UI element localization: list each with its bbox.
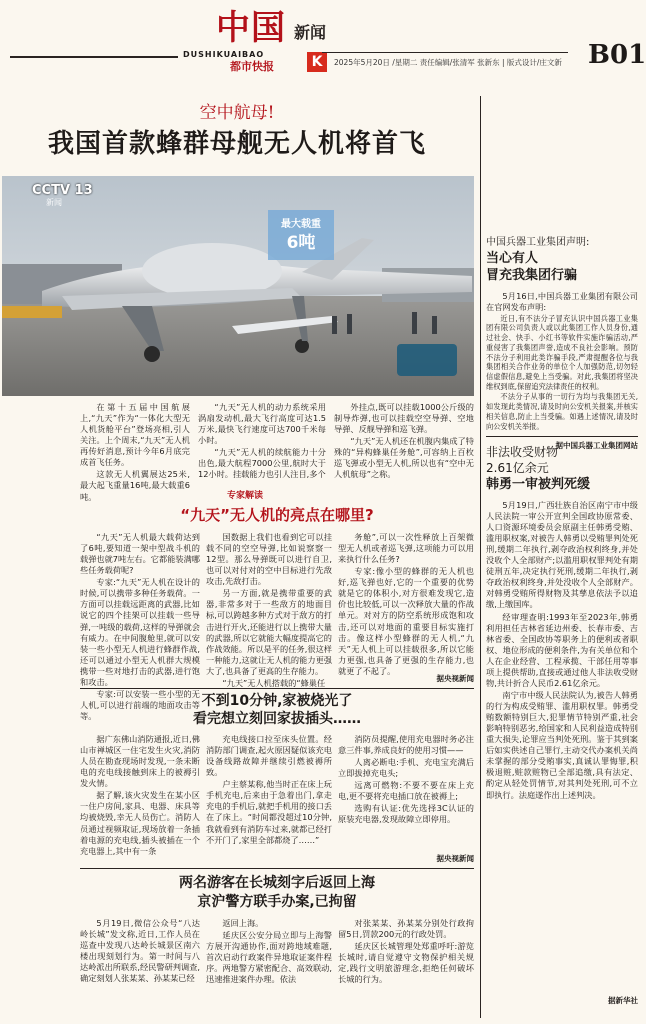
sidebar-story-2	[486, 444, 638, 1006]
paragraph: “九天”无人机搭载的“蜂巢任	[222, 677, 326, 688]
masthead-brand: 都市快报	[230, 60, 274, 73]
paragraph: 5月16日,中国兵器工业集团有限公司在官网发布声明:	[486, 290, 638, 312]
side2-intro-1: 非法收受财物	[486, 445, 559, 459]
side2-body	[486, 500, 638, 996]
paragraph: 选购有认证:优先选择3C认证的原装充电器,发现故障立即停用。	[338, 803, 474, 825]
wall-column-2	[206, 918, 332, 1018]
divider	[486, 436, 638, 437]
side2-headline: 韩勇一审被判死缓	[486, 477, 591, 493]
paragraph: 外挂点,既可以挂载1000公斤级的制导炸弹,也可以挂载空空导弹、空地导弹、反舰导弹和巡飞弹。	[334, 402, 474, 435]
lead-credit: 据央视新闻	[436, 674, 474, 683]
fire-column-3	[338, 734, 474, 852]
expert-column-2	[206, 532, 332, 688]
paragraph: 国数据上我们也看到它可以挂载不同的空空导弹,比如说察察一12型。那么导弹既可以进行自卫,也可以对付对的空中目标进行先敌攻击,先敌打击。	[206, 532, 332, 587]
paragraph: 专家:像小型的蜂群的无人机也好,巡飞弹也好,它的一个重要的优势就是它的体积小,对方很难发现它,造价也比较低,可以一次释放大量的作战单元。对对方的防空系统形成饱和攻击,还可以对地面的重要目标实施打击。像这样小型蜂群的无人机,“九天”无人机上可以挂载很多,所以它能力更强,也具备了更强的生存能力,也就更了不起了。	[338, 566, 474, 676]
expert-column-1	[80, 532, 200, 721]
lead-photo	[2, 176, 474, 396]
paragraph: “九天”无人机最大载荷达到了6吨,要知道一架中型战斗机的载弹也就7吨左右。它都能装满哪些任务载荷呢?	[80, 532, 200, 576]
paragraph: 远离可燃物:不要不要在床上充电,更不要将充电插口放在被褥上;	[338, 780, 474, 802]
photo-overlay-caption	[268, 210, 334, 260]
paragraph: 另一方面,就是携带重要的武器,非常多对于一些敌方的地面目标,可以跨越多种方式对于敌方的打击进行开火,还能进行以上携带大量的武器,所以它就能大幅度提高它的作战效能。所以是平的任务,很这样一种能力,这就让无人机的能力更强大了,也具备了更高的生存能力。	[206, 588, 332, 676]
paragraph: 南宁市中级人民法院认为,被告人韩勇的行为构成受贿罪、滥用职权罪。韩勇受贿数额特别巨大,犯罪情节特别严重,社会影响特别恶劣,给国家和人民利益造成特别重大损失,论罪应当判处死刑。鉴于其到案后如实供述自己罪行,主动交代办案机关尚未掌握的部分受贿事实,真诚认罪悔罪,积极退赃,赃款赃物已全部追缴,具有法定、酌定从轻处罚情节,对其判处死刑,可不立即执行。法庭遂作出上述判决。	[486, 689, 638, 800]
paragraph: “九天”无人机的续航能力十分出色,最大航程7000公里,航时大于12小时。挂载能力也引人注目,多个	[198, 447, 326, 480]
sidebar-story-1	[486, 236, 638, 451]
paragraph: 专家:可以安装一些小型的无人机,可以进行前端的地面攻击等等。	[80, 688, 200, 721]
paragraph: “九天”无人机的动力系统采用涡扇发动机,最大飞行高度可达1.5万米,最快飞行速度可达700千米每小时。	[198, 402, 326, 446]
fire-column-2	[206, 734, 332, 864]
masthead-pinyin: DUSHIKUAIBAO	[183, 50, 265, 59]
wall-column-3	[338, 918, 474, 1018]
masthead-title: 中国	[216, 8, 286, 48]
paragraph: 返回上海。	[222, 918, 264, 928]
paragraph: 不法分子从事的一切行为均与我集团无关,如发现此类情况,请及时向公安机关报案,并核实相关信息,防止上当受骗。如遇上述情况,请及时向公安机关举报。	[486, 392, 638, 431]
expert-column-3	[338, 532, 474, 676]
lead-column-1	[80, 402, 190, 504]
tv-channel-sub: 新闻	[46, 198, 62, 207]
paragraph: 对张某某、孙某某分别处行政拘留5日,罚款200元的行政处罚。	[338, 918, 474, 940]
fire-headline-1: 不到10分钟,家被烧光了	[201, 693, 353, 709]
paragraph: 5月19日,广西壮族自治区南宁市中级人民法院一审公开宣判全国政协原常委、人口资源环境委员会原副主任韩勇受贿、滥用职权案,对被告人韩勇以受贿罪判处死刑,缓期二年执行,剥夺政治权利终身,并处没收个人全部财产;以滥用职权罪判处有期徒刑五年,决定执行死刑,缓期二年执行,剥夺政治权利终身,并处没收个人全部财产。对韩勇受贿所得财物及其孳息依法予以追缴,上缴国库。	[486, 499, 638, 610]
lead-kicker: 空中航母!	[199, 103, 275, 123]
side1-credit: 据中国兵器工业集团网站	[555, 440, 638, 450]
masthead-subtitle: 新闻	[294, 23, 327, 42]
wall-column-1	[80, 918, 200, 1018]
date-editor-line: 2025年5月20日 /星期二 责任编辑/张清军 张新东 | 版式设计/庄文新	[334, 58, 562, 67]
paragraph: 据广东佛山消防通报,近日,佛山市禅城区一住宅发生火灾,消防人员在勘查现场时发现,一条未断电的充电线接触到床上的被褥引发火情。	[80, 734, 200, 789]
paragraph: 延庆区长城管理处郑重呼吁:游览长城时,请自觉遵守文物保护相关规定,践行文明旅游理念,拒绝任何破坏长城的行为。	[338, 941, 474, 985]
divider	[80, 688, 474, 689]
side2-intro-2: 2.61亿余元	[486, 461, 549, 476]
lead-column-3	[334, 402, 474, 481]
expert-tag: 专家解读	[226, 491, 263, 501]
wall-headline-1: 两名游客在长城刻字后返回上海	[179, 875, 375, 891]
lead-headline: 我国首款蜂群母舰无人机将首飞	[47, 129, 426, 159]
side1-intro: 中国兵器工业集团声明:	[486, 237, 590, 248]
paragraph: 人离必断电:手机、充电宝充满后立即拔掉充电头;	[338, 757, 474, 779]
paragraph: 近日,有不法分子冒充认识中国兵器工业集团有限公司负责人或以此集团工作人员身份,通过社会、快手、小红书等软件实施诈骗活动,严重侵害了我集团声誉,造成不良社会影响。预防不法分子利用此类诈骗手段,严肃提醒各位与我集团相关合作业务的单位个人加强防范,切勿轻信虚假信息,避免上当受骗。对此,我集团将坚决维权到底,保留追究法律责任的权利。	[486, 313, 638, 391]
paragraph: 延庆区公安分局立即与上海警方展开沟通协作,面对跨地域难题,首次启动行政案件异地取证案件程序。两地警方紧密配合、高效联动,迅速推进案件办理。依法	[206, 930, 332, 985]
masthead-rule	[10, 56, 178, 58]
paragraph: 经审理查明:1993年至2023年,韩勇利用担任吉林省延边州委、长春市委、吉林省委、全国政协等职务上的便利或者职权、地位形成的便利条件,为有关单位和个人在企业经营、工程承揽、干部任用等事项上提供帮助,直接或通过他人非法收受财物,共计折合人民币2.61亿余元。	[486, 611, 638, 688]
wall-headline-2: 京沪警方联手办案,已拘留	[197, 894, 357, 910]
fire-headline-2: 看完想立刻回家拔插头……	[193, 711, 361, 727]
drone-photo-illustration	[2, 176, 474, 396]
paragraph: 消防员提醒,使用充电器时务必注意三件事,养成良好的使用习惯——	[338, 734, 474, 756]
tv-channel-logo: CCTV 13	[32, 183, 93, 198]
column-rule	[480, 96, 481, 1018]
fire-credit: 据央视新闻	[436, 854, 474, 863]
side1-headline-1: 当心有人	[486, 250, 539, 266]
paragraph: 户主蔡某称,他当时正在床上玩手机充电,后来由于急着出门,拿走充电的手机后,就把手机用的接口丢在了床上。“时间都没超过10分钟,我就看到有消防车过来,就都已经打不开门了,家里全部都烧了……”	[206, 779, 332, 845]
masthead	[0, 0, 644, 84]
brand-logo-icon: K	[307, 52, 327, 72]
page-number: B01	[588, 40, 646, 70]
expert-subhead: “九天”无人机的亮点在哪里?	[180, 506, 374, 524]
paragraph: 5月19日,微信公众号“八达岭长城”发文称,近日,工作人员在巡查中发现八达岭长城景区南六楼出现刻划行为。第一时间与八达岭派出所联系,经民警研判调查,确定刻划人张某某、孙某某已经	[80, 918, 200, 984]
side1-body	[486, 291, 638, 441]
paragraph: 充电线接口拉至床头位置。经消防部门调查,起火原因疑似该充电设备线路故障并继续引燃被褥所致。	[206, 734, 332, 778]
paragraph: “九天”无人机还在机腹内集成了特殊的“异构蜂巢任务舱”,可容纳上百枚巡飞弹或小型无人机,所以也有“空中无人机航母”之称。	[334, 436, 474, 480]
lead-column-2	[198, 402, 326, 481]
paragraph: 务舱”,可以一次性释放上百架微型无人机或者巡飞弹,这项能力可以用来执行什么任务?	[338, 532, 474, 565]
overlay-line1: 最大载重	[281, 219, 321, 230]
side1-headline-2: 冒充我集团行骗	[486, 268, 578, 284]
paragraph: 专家:“九天”无人机在设计的时候,可以携带多种任务载荷。一方面可以挂载远距离的武器,比如说它的四个挂架可以挂载一些导弹,一吨级的载荷,这样的导弹就会有威力。在中间腹舱里,就可以安装一些小型无人机进行蜂群作战,还可以通过小型无人机群大规模携带一些对地打击的武器,进行饱和攻击。	[80, 577, 200, 687]
paragraph: 这款无人机翼展达25米,最大起飞重量16吨,最大载重6吨。	[80, 469, 190, 502]
side2-credit: 据新华社	[608, 995, 638, 1005]
overlay-line2: 6吨	[286, 232, 316, 253]
masthead-rule-right	[322, 52, 568, 53]
fire-column-1	[80, 734, 200, 864]
paragraph: 在第十五届中国航展上,“九天”作为“一体化大型无人机货舱平台”登场亮相,引人关注。上个周末,“九天”无人机再传好消息,预计今年6月底完成首飞任务。	[80, 402, 190, 468]
paragraph: 据了解,该火灾发生在某小区一住户房间,家具、电器、床具等均被烧毁,幸无人员伤亡。消防人员通过视频取证,现场放着一条插着电源的充电线,插头被插在一个充电器上,其中有一条	[80, 790, 200, 856]
divider	[80, 868, 474, 869]
